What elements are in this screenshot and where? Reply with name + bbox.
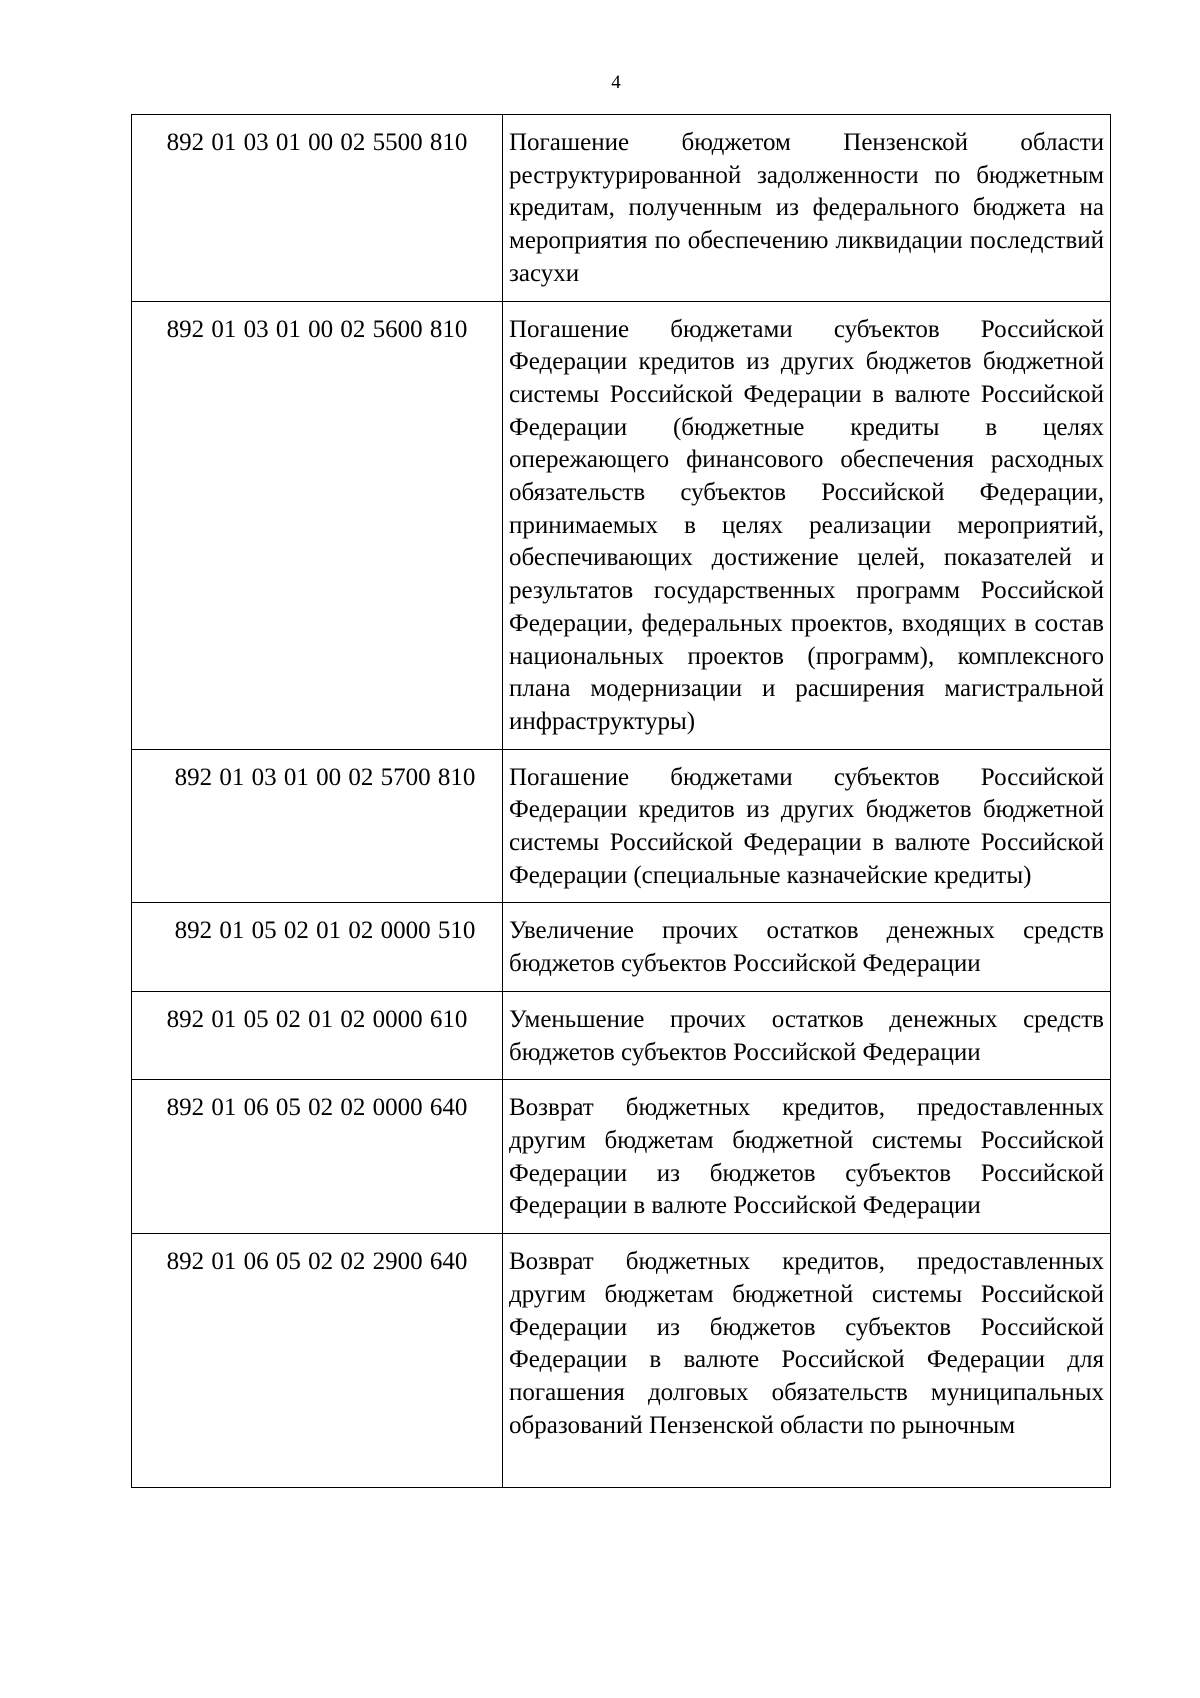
table-row bbox=[132, 903, 1111, 991]
table-row bbox=[132, 115, 1111, 302]
table-row bbox=[132, 1080, 1111, 1234]
code-description: Уменьшение прочих остатков денежных средств бюджетов субъектов Российской Федерации bbox=[503, 991, 1111, 1079]
table-row bbox=[132, 749, 1111, 903]
page-number: 4 bbox=[611, 72, 621, 93]
code-description: Погашение бюджетами субъектов Российской Федерации кредитов из других бюджетов бюджетной системы Российской Федерации в валюте Российской Федерации (специальные казначейские кредиты) bbox=[503, 749, 1111, 903]
code-description: Погашение бюджетами субъектов Российской Федерации кредитов из других бюджетов бюджетной системы Российской Федерации в валюте Российской Федерации (бюджетные кредиты в целях опережающего финансового обеспечения расходных обязательств субъектов Российской Федерации, принимаемых в целях реализации мероприятий, обеспечивающих достижение целей, показателей и результатов государственных программ Российской Федерации, федеральных проектов, входящих в состав национальных проектов (программ), комплексного плана модернизации и расширения магистральной инфраструктуры) bbox=[503, 301, 1111, 749]
budget-codes-table bbox=[131, 114, 1111, 1488]
table-row bbox=[132, 301, 1111, 749]
code-description: Погашение бюджетом Пензенской области реструктурированной задолженности по бюджетным кредитам, полученным из федерального бюджета на мероприятия по обеспечению ликвидации последствий засухи bbox=[503, 115, 1111, 302]
budget-code: 892 01 03 01 00 02 5600 810 bbox=[132, 301, 503, 749]
code-description: Увеличение прочих остатков денежных средств бюджетов субъектов Российской Федерации bbox=[503, 903, 1111, 991]
table-row bbox=[132, 1234, 1111, 1488]
table-row bbox=[132, 991, 1111, 1079]
budget-code: 892 01 06 05 02 02 2900 640 bbox=[132, 1234, 503, 1488]
code-description: Возврат бюджетных кредитов, предоставленных другим бюджетам бюджетной системы Российской Федерации из бюджетов субъектов Российской Федерации в валюте Российской Федерации для погашения долговых обязательств муниципальных образований Пензенской области по рыночным bbox=[503, 1234, 1111, 1488]
budget-code: 892 01 03 01 00 02 5500 810 bbox=[132, 115, 503, 302]
budget-code: 892 01 06 05 02 02 0000 640 bbox=[132, 1080, 503, 1234]
budget-code: 892 01 05 02 01 02 0000 610 bbox=[132, 991, 503, 1079]
budget-code: 892 01 05 02 01 02 0000 510 bbox=[132, 903, 503, 991]
budget-code: 892 01 03 01 00 02 5700 810 bbox=[132, 749, 503, 903]
code-description: Возврат бюджетных кредитов, предоставленных другим бюджетам бюджетной системы Российской Федерации из бюджетов субъектов Российской Федерации в валюте Российской Федерации bbox=[503, 1080, 1111, 1234]
